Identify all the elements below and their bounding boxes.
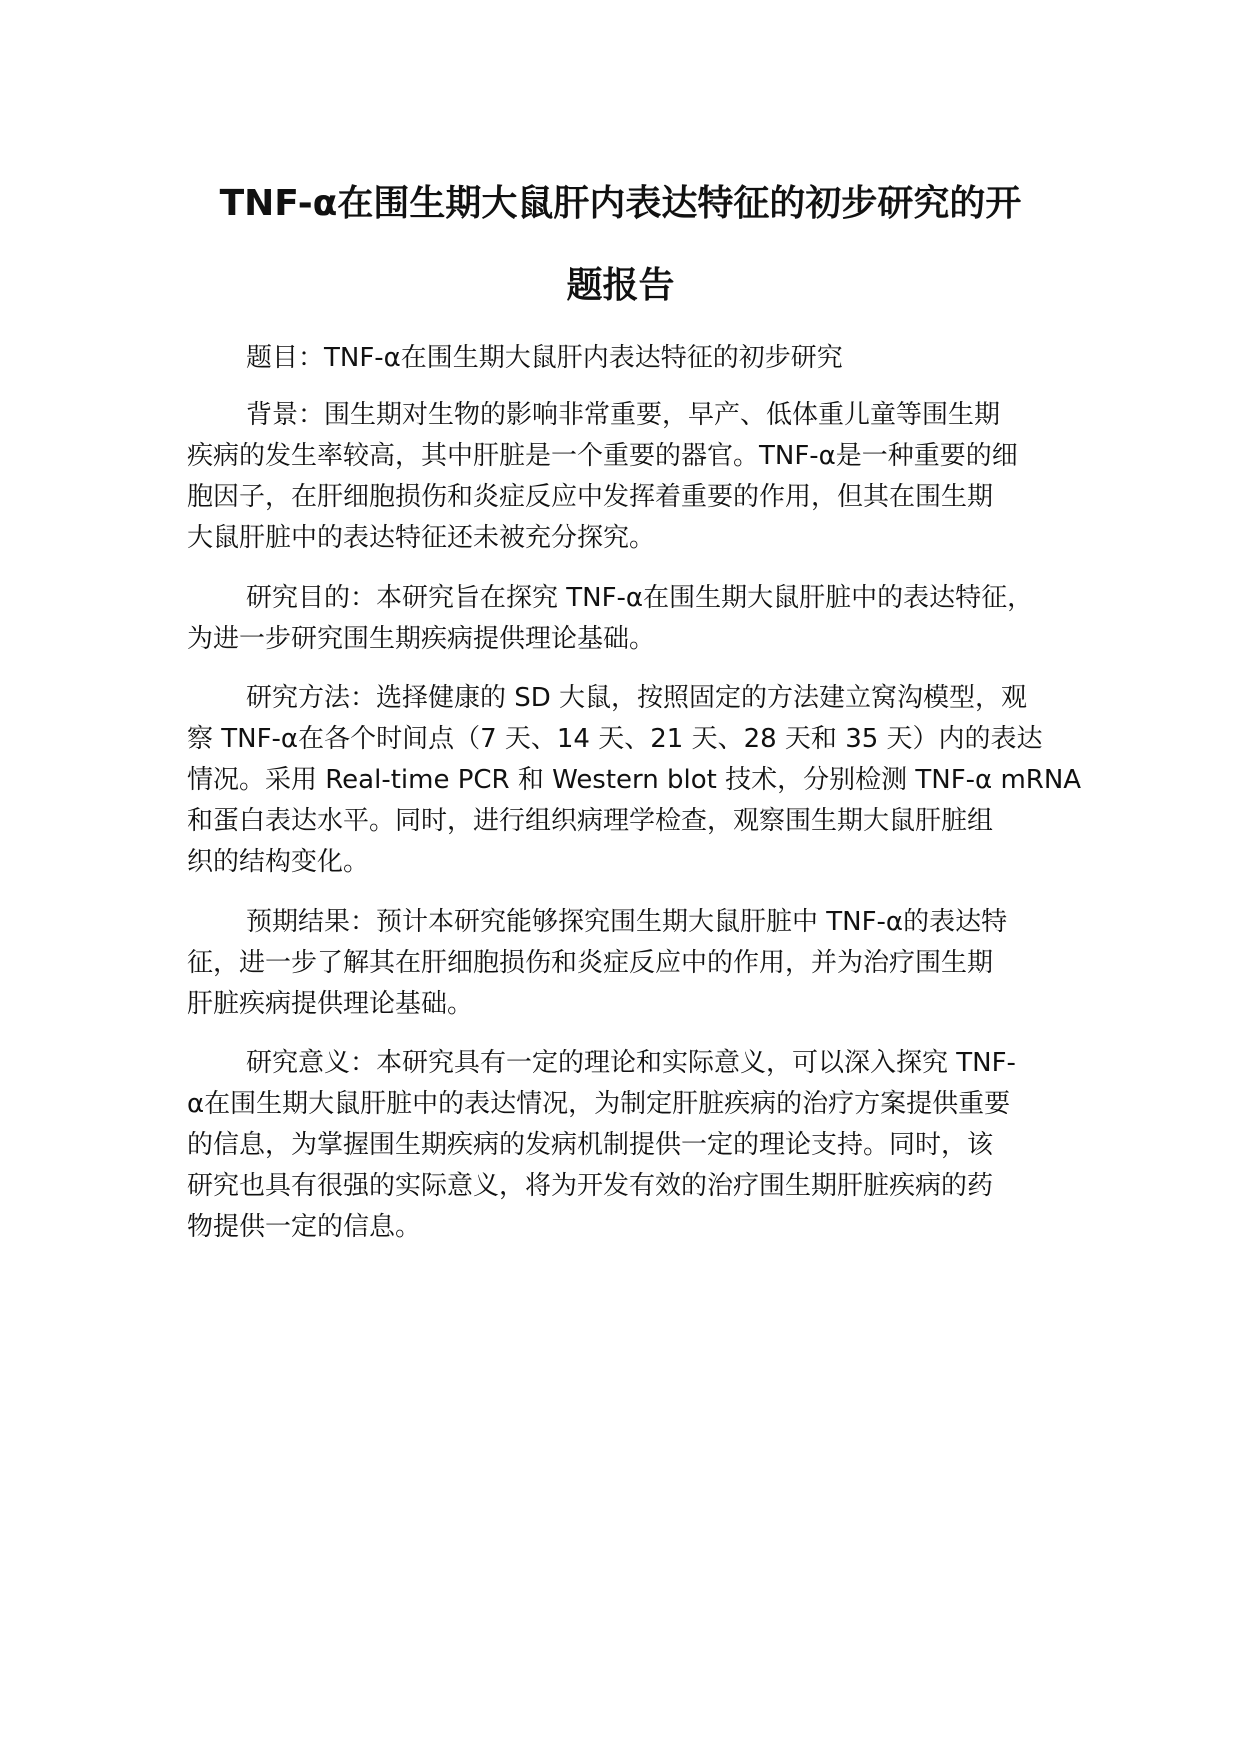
significance-line: 研究也具有很强的实际意义，将为开发有效的治疗围生期肝脏疾病的药 — [187, 1171, 994, 1201]
objective-line: 为进一步研究围生期疾病提供理论基础。 — [187, 624, 656, 654]
background-line: 胞因子，在肝细胞损伤和炎症反应中发挥着重要的作用，但其在围生期 — [187, 482, 994, 512]
expected-result-line: 预期结果：预计本研究能够探究围生期大鼠肝脏中 TNF-α的表达特 — [246, 907, 1008, 937]
method-line: 织的结构变化。 — [187, 847, 370, 877]
title-line-2: 题报告 — [566, 265, 675, 306]
expected-result-line: 征，进一步了解其在肝细胞损伤和炎症反应中的作用，并为治疗围生期 — [187, 948, 994, 978]
background-line: 大鼠肝脏中的表达特征还未被充分探究。 — [187, 523, 656, 553]
method-line: 察 TNF-α在各个时间点（7 天、14 天、21 天、28 天和 35 天）内的表达 — [187, 724, 1043, 754]
method-line: 情况。采用 Real-time PCR 和 Western blot 技术，分别检测 TNF-α mRNA — [187, 765, 1082, 795]
significance-line: 的信息，为掌握围生期疾病的发病机制提供一定的理论支持。同时，该 — [187, 1130, 994, 1160]
background-line: 疾病的发生率较高，其中肝脏是一个重要的器官。TNF-α是一种重要的细 — [187, 441, 1018, 471]
method-line: 和蛋白表达水平。同时，进行组织病理学检查，观察围生期大鼠肝脏组 — [187, 806, 994, 836]
significance-line: α在围生期大鼠肝脏中的表达情况，为制定肝脏疾病的治疗方案提供重要 — [187, 1089, 1011, 1119]
objective-line: 研究目的：本研究旨在探究 TNF-α在围生期大鼠肝脏中的表达特征， — [246, 583, 1034, 613]
significance-line: 物提供一定的信息。 — [187, 1212, 422, 1242]
method-line: 研究方法：选择健康的 SD 大鼠，按照固定的方法建立窝沟模型，观 — [246, 683, 1028, 713]
expected-result-line: 肝脏疾病提供理论基础。 — [187, 989, 474, 1019]
title-line-1: TNF-α在围生期大鼠肝内表达特征的初步研究的开 — [219, 183, 1022, 224]
significance-line: 研究意义：本研究具有一定的理论和实际意义，可以深入探究 TNF- — [246, 1048, 1016, 1078]
topic-line: 题目：TNF-α在围生期大鼠肝内表达特征的初步研究 — [246, 343, 843, 373]
background-line: 背景：围生期对生物的影响非常重要，早产、低体重儿童等围生期 — [246, 400, 1001, 430]
